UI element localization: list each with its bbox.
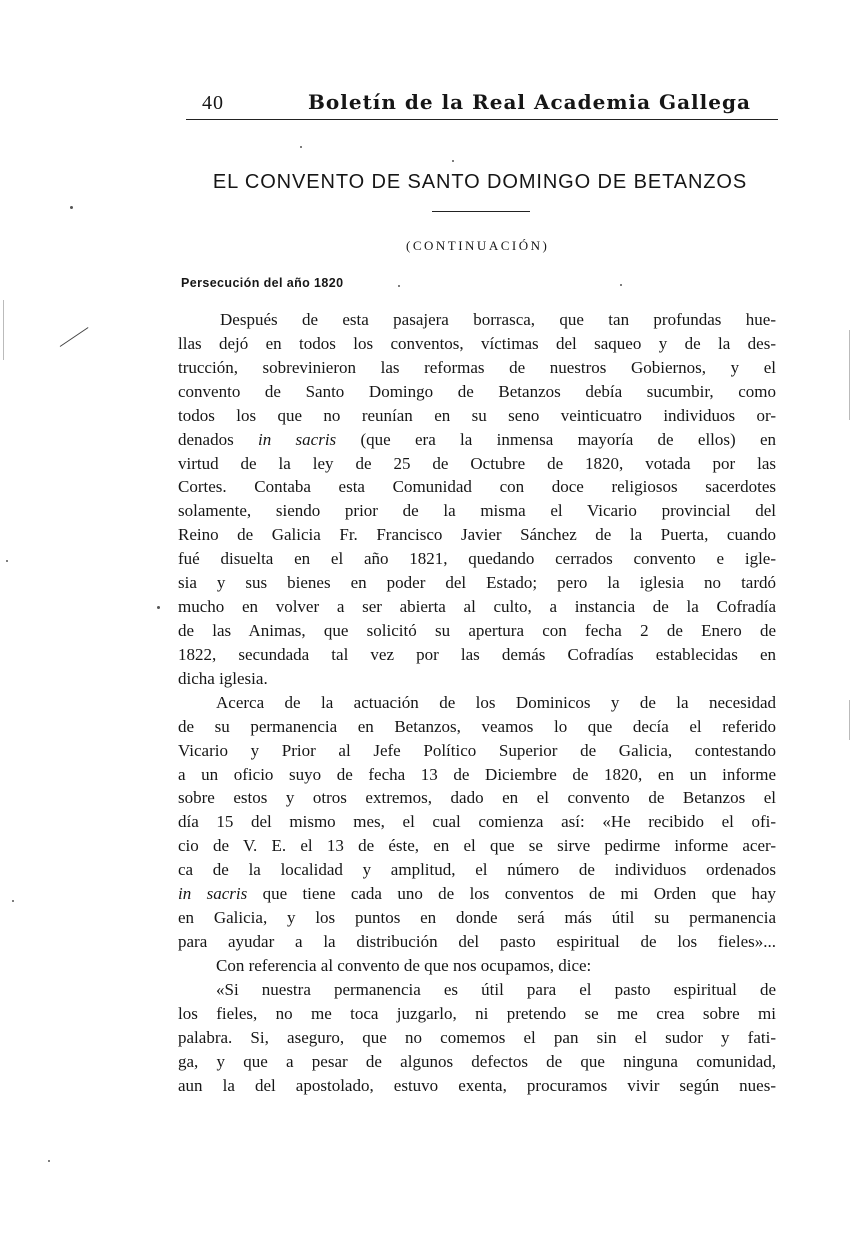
- body-text: [178, 308, 776, 1097]
- text-line: dicha iglesia.: [178, 668, 268, 688]
- text-line: «Si nuestra permanencia es útil para el pasto espiritual de: [216, 979, 776, 999]
- text-line: Acerca de la actuación de los Dominicos y de la necesidad: [216, 692, 776, 712]
- scan-mark: [60, 327, 89, 347]
- continuation-label: (CONTINUACIÓN): [406, 238, 550, 253]
- text-line-with-italic: [178, 428, 776, 452]
- text-line: de las Animas, que solicitó su apertura con fecha 2 de Enero de: [178, 620, 776, 640]
- scan-edge-line: [3, 300, 4, 360]
- text-line: 1822, secundada tal vez por las demás Cofradías establecidas en: [178, 644, 776, 664]
- text-line: Reino de Galicia Fr. Francisco Javier Sánchez de la Puerta, cuando: [178, 525, 776, 545]
- scan-speck: [157, 606, 160, 609]
- text-fragment: que tiene cada uno de los conventos de mi Orden que hay: [262, 884, 776, 904]
- text-line-with-italic: [178, 882, 776, 906]
- section-heading: Persecución del año 1820: [181, 276, 344, 290]
- text-line: aun la del apostolado, estuvo exenta, procuramos vivir según nues-: [178, 1075, 776, 1095]
- text-line: Con referencia al convento de que nos ocupamos, dice:: [216, 955, 592, 975]
- text-line: fué disuelta en el año 1821, quedando cerrados convento e igle-: [178, 549, 776, 569]
- text-line: sobre estos y otros extremos, dado en el convento de Betanzos el: [178, 788, 776, 808]
- article-title: EL CONVENTO DE SANTO DOMINGO DE BETANZOS: [212, 171, 748, 193]
- text-line: ga, y que a pesar de algunos defectos de que ninguna comunidad,: [178, 1051, 776, 1071]
- running-header: [186, 86, 776, 120]
- text-line: ca de la localidad y amplitud, el número de individuos ordenados: [178, 860, 776, 880]
- italic-phrase: in sacris: [258, 429, 337, 449]
- text-line: solamente, siendo prior de la misma el Vicario provincial del: [178, 501, 776, 521]
- page-number: 40: [202, 92, 224, 114]
- title-divider: [432, 211, 530, 212]
- scan-speck: [620, 284, 622, 286]
- text-line: llas dejó en todos los conventos, víctimas del saqueo y de la des-: [178, 333, 776, 353]
- scan-speck: [12, 900, 14, 902]
- text-line: sia y sus bienes en poder del Estado; pero la iglesia no tardó: [178, 573, 776, 593]
- text-line: de su permanencia en Betanzos, veamos lo que decía el referido: [178, 716, 776, 736]
- scan-speck: [48, 1160, 50, 1162]
- text-line: para ayudar a la distribución del pasto espiritual de los fieles»...: [178, 931, 776, 951]
- text-line: convento de Santo Domingo de Betanzos debía sucumbir, como: [178, 381, 776, 401]
- text-line: todos los que no reunían en su seno veinticuatro individuos or-: [178, 405, 776, 425]
- italic-phrase: in sacris: [178, 884, 248, 904]
- journal-title: Boletín de la Real Academia Gallega: [308, 90, 751, 114]
- scan-speck: [6, 560, 8, 562]
- text-line: trucción, sobrevinieron las reformas de nuestros Gobiernos, y el: [178, 357, 776, 377]
- scan-speck: [70, 206, 73, 209]
- scan-speck: [300, 146, 302, 148]
- text-line: virtud de la ley de 25 de Octubre de 1820, votada por las: [178, 453, 776, 473]
- text-line: los fieles, no me toca juzgarlo, ni pretendo se me crea sobre mi: [178, 1003, 776, 1023]
- text-line: Cortes. Contaba esta Comunidad con doce religiosos sacerdotes: [178, 477, 776, 497]
- text-line: a un oficio suyo de fecha 13 de Diciembre de 1820, en un informe: [178, 764, 776, 784]
- text-line: palabra. Si, aseguro, que no comemos el pan sin el sudor y fati-: [178, 1027, 776, 1047]
- header-rule: [186, 119, 778, 120]
- text-line: día 15 del mismo mes, el cual comienza así: «He recibido el ofi-: [178, 812, 776, 832]
- text-line: cio de V. E. el 13 de éste, en el que se sirve pedirme informe acer-: [178, 836, 776, 856]
- scan-speck: [398, 285, 400, 287]
- text-fragment: (que era la inmensa mayoría de ellos) en: [360, 429, 776, 449]
- text-fragment: denados: [178, 429, 234, 449]
- text-line: Vicario y Prior al Jefe Político Superior de Galicia, contestando: [178, 740, 776, 760]
- scan-speck: [452, 160, 454, 162]
- text-line: en Galicia, y los puntos en donde será más útil su permanencia: [178, 908, 776, 928]
- text-line: mucho en volver a ser abierta al culto, a instancia de la Cofradía: [178, 597, 776, 617]
- text-line: Después de esta pasajera borrasca, que tan profundas hue-: [220, 310, 776, 329]
